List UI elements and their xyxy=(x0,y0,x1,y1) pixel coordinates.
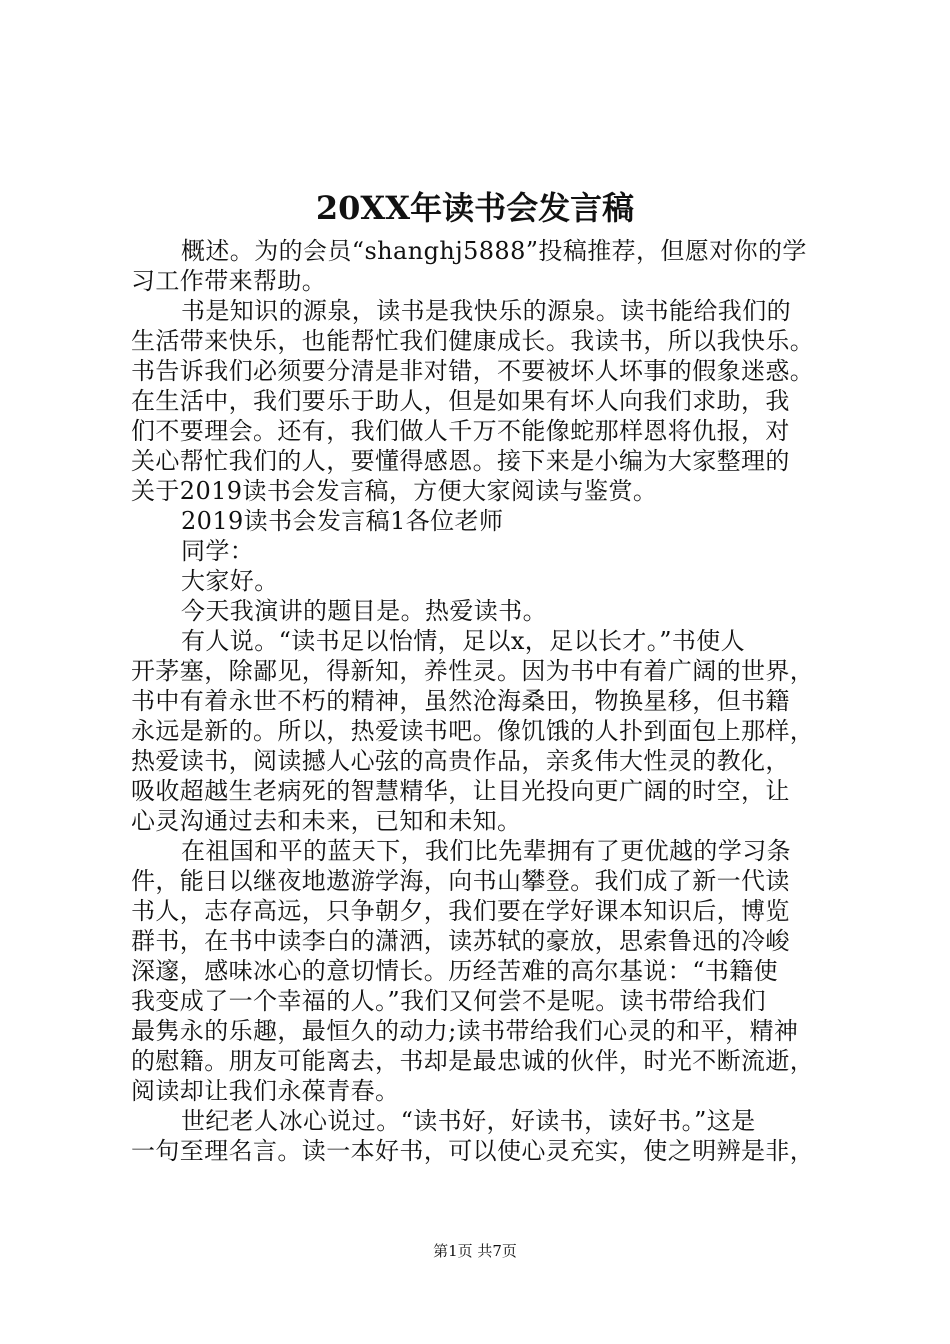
document-body xyxy=(131,236,831,1166)
text-line: 大家好。 xyxy=(181,567,279,595)
text-line: 一句至理名言。读一本好书，可以使心灵充实，使之明辨是非， xyxy=(131,1137,815,1165)
text-line: 有人说。“读书足以怡情，足以x，足以长才。”书使人 xyxy=(181,627,746,655)
text-line: 深邃，感味冰心的意切情长。历经苦难的高尔基说：“书籍使 xyxy=(131,957,779,985)
text-line: 书人，志存高远，只争朝夕，我们要在学好课本知识后，博览 xyxy=(131,897,790,925)
text-line: 概述。为的会员“shanghj5888”投稿推荐，但愿对你的学 xyxy=(181,237,807,265)
text-line: 在祖国和平的蓝天下，我们比先辈拥有了更优越的学习条 xyxy=(181,837,791,865)
text-line: 心灵沟通过去和未来，已知和未知。 xyxy=(131,807,522,835)
text-line: 关于2019读书会发言稿，方便大家阅读与鉴赏。 xyxy=(131,477,658,505)
text-line: 们不要理会。还有，我们做人千万不能像蛇那样恩将仇报，对 xyxy=(131,417,790,445)
page-title: 20XX年读书会发言稿 xyxy=(315,189,635,227)
text-line: 同学： xyxy=(181,537,255,565)
text-line: 永远是新的。所以，热爱读书吧。像饥饿的人扑到面包上那样， xyxy=(131,717,815,745)
text-line: 今天我演讲的题目是。热爱读书。 xyxy=(181,597,547,625)
text-line: 开茅塞，除鄙见，得新知，养性灵。因为书中有着广阔的世界， xyxy=(131,657,815,685)
text-line: 书是知识的源泉，读书是我快乐的源泉。读书能给我们的 xyxy=(181,297,791,325)
text-line: 我变成了一个幸福的人。”我们又何尝不是呢。读书带给我们 xyxy=(131,987,767,1015)
text-line: 书中有着永世不朽的精神，虽然沧海桑田，物换星移，但书籍 xyxy=(131,687,790,715)
text-line: 群书，在书中读李白的潇洒，读苏轼的豪放，思索鲁迅的冷峻 xyxy=(131,927,790,955)
text-line: 在生活中，我们要乐于助人，但是如果有坏人向我们求助，我 xyxy=(131,387,790,415)
text-line: 2019读书会发言稿1各位老师 xyxy=(181,507,504,535)
page-footer: 第1页 共7页 xyxy=(433,1242,517,1260)
text-line: 书告诉我们必须要分清是非对错，不要被坏人坏事的假象迷惑。 xyxy=(131,357,815,385)
text-line: 习工作带来帮助。 xyxy=(131,267,327,295)
text-line: 热爱读书，阅读撼人心弦的高贵作品，亲炙伟大性灵的教化， xyxy=(131,747,790,775)
text-line: 世纪老人冰心说过。“读书好，好读书，读好书。”这是 xyxy=(181,1107,756,1135)
text-line: 生活带来快乐，也能帮忙我们健康成长。我读书，所以我快乐。 xyxy=(131,327,815,355)
text-line: 吸收超越生老病死的智慧精华，让目光投向更广阔的时空，让 xyxy=(131,777,790,805)
text-line: 阅读却让我们永葆青春。 xyxy=(131,1077,400,1105)
text-line: 最隽永的乐趣，最恒久的动力;读书带给我们心灵的和平，精神 xyxy=(131,1017,799,1045)
text-line: 件，能日以继夜地遨游学海，向书山攀登。我们成了新一代读 xyxy=(131,867,790,895)
text-line: 关心帮忙我们的人，要懂得感恩。接下来是小编为大家整理的 xyxy=(131,447,790,475)
text-line: 的慰籍。朋友可能离去，书却是最忠诚的伙伴，时光不断流逝， xyxy=(131,1047,815,1075)
